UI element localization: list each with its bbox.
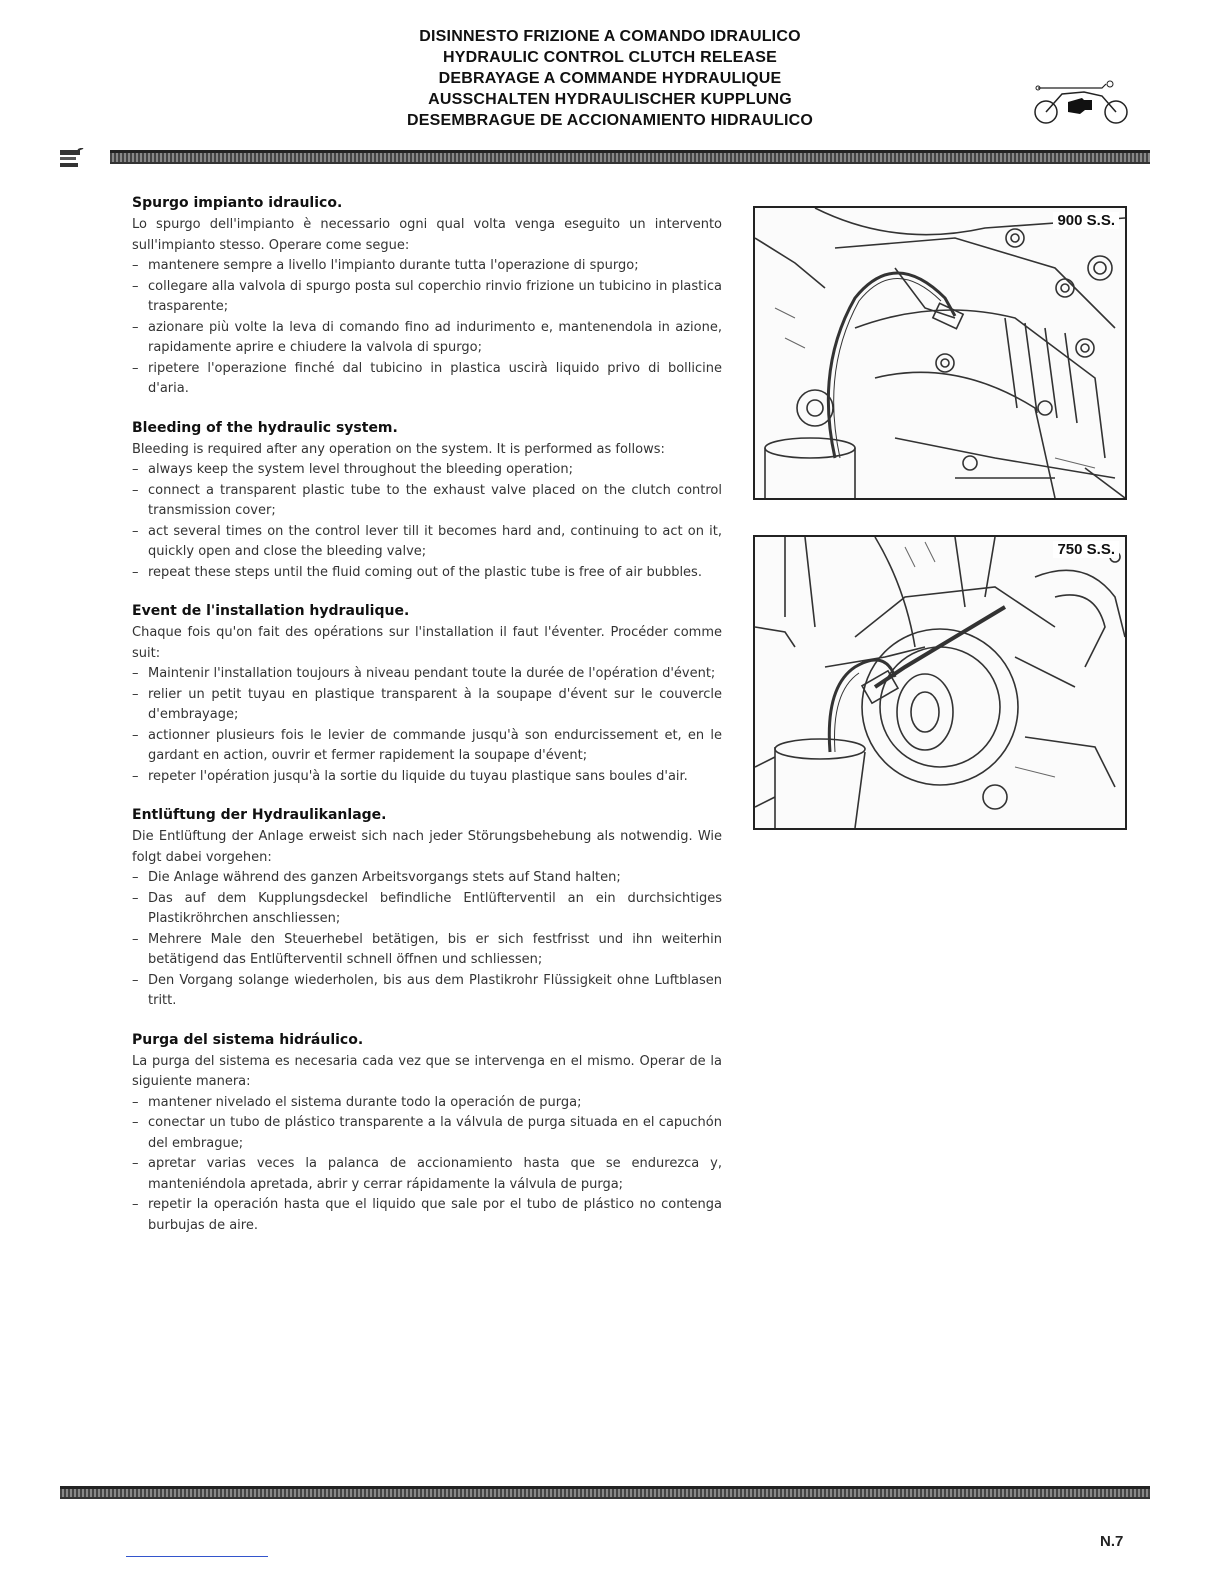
list-item: – repetir la operación hasta que el liquido que sale por el tubo de plástico no contenga burbujas de aire. [132, 1197, 722, 1233]
section-title: Bleeding of the hydraulic system. [132, 419, 398, 436]
step-list [132, 1093, 722, 1237]
title-spanish: DESEMBRAGUE DE ACCIONAMIENTO HIDRAULICO [406, 112, 814, 129]
list-item: – relier un petit tuyau en plastique transparent à la soupape d'évent sur le couvercle d'embrayage; [132, 686, 722, 722]
section-title: Spurgo impianto idraulico. [132, 195, 343, 211]
section-intro: Lo spurgo dell'impianto è necessario ogni qual volta venga eseguito un intervento sull'impianto stesso. Operare come segue: [132, 217, 722, 253]
list-item: – Das auf dem Kupplungsdeckel befindliche Entlüfterventil an ein durchsichtiges Plastikröhrchen anschliessen; [132, 890, 722, 926]
section-german [132, 805, 722, 1012]
list-item: – Maintenir l'installation toujours à niveau pendant toute la durée de l'opération d'évent; [132, 666, 716, 681]
list-item: – repeat these steps until the fluid coming out of the plastic tube is free of air bubbles. [132, 564, 702, 580]
motorcycle-icon [1032, 78, 1134, 128]
section-intro: La purga del sistema es necesaria cada vez que se intervenga en el mismo. Operar de la siguiente manera: [132, 1053, 722, 1089]
list-item: – always keep the system level throughout the bleeding operation; [132, 462, 573, 477]
list-item: – repeter l'opération jusqu'à la sortie du liquide du tuyau plastique sans boules d'air. [132, 768, 688, 784]
main-content [132, 193, 722, 1254]
list-item: – ripetere l'operazione finché dal tubicino in plastica uscirà liquido privo di bollicine d'aria. [132, 360, 722, 396]
margin-mark-icon [58, 148, 84, 172]
list-item: – azionare più volte la leva di comando fino ad indurimento e, mantenendola in azione, rapidamente aprire e chiudere la valvola di spurgo; [132, 319, 722, 355]
header-divider [110, 150, 1150, 164]
step-list [132, 256, 722, 400]
title-french: DEBRAYAGE A COMMANDE HYDRAULIQUE [438, 70, 782, 87]
list-item: – mantenere sempre a livello l'impianto durante tutta l'operazione di spurgo; [132, 258, 639, 273]
list-item: – Die Anlage während des ganzen Arbeitsvorgangs stets auf Stand halten; [132, 870, 621, 885]
list-item: – act several times on the control lever till it becomes hard and, continuing to act on it, quickly open and close the bleeding valve; [132, 523, 722, 559]
section-title: Purga del sistema hidráulico. [132, 1031, 364, 1048]
footer-link-line [126, 1556, 268, 1557]
step-list [132, 664, 722, 787]
title-german: AUSSCHALTEN HYDRAULISCHER KUPPLUNG [428, 91, 792, 108]
section-intro: Die Entlüftung der Anlage erweist sich nach jeder Störungsbehebung als notwendig. Wie folgt dabei vorgehen: [132, 829, 722, 865]
title-english: HYDRAULIC CONTROL CLUTCH RELEASE [442, 49, 778, 66]
page-header [300, 26, 920, 131]
engine-illustration-750ss [755, 537, 1125, 828]
section-italian [132, 193, 722, 400]
list-item: – conectar un tubo de plástico transparente a la válvula de purga situada en el capuchón del embrague; [132, 1115, 722, 1151]
engine-illustration-900ss [755, 208, 1125, 498]
section-french [132, 601, 722, 787]
section-intro: Chaque fois qu'on fait des opérations sur l'installation il faut l'éventer. Procéder comme suit: [132, 625, 722, 661]
figure-750ss [753, 535, 1127, 830]
step-list [132, 868, 722, 1012]
list-item: – actionner plusieurs fois le levier de commande jusqu'à son endurcissement et, en le gardant en action, ouvrir et fermer rapidement la soupape d'évent; [132, 727, 722, 763]
page-number: N.7 [1100, 1533, 1124, 1550]
section-english [132, 418, 722, 584]
section-title: Entlüftung der Hydraulikanlage. [132, 807, 387, 823]
section-spanish [132, 1030, 722, 1237]
list-item: – connect a transparent plastic tube to the exhaust valve placed on the clutch control transmission cover; [132, 482, 722, 518]
figure-label: 900 S.S. [1053, 212, 1119, 229]
list-item: – apretar varias veces la palanca de accionamiento hasta que se endurezca y, manteniéndola apretada, abrir y cerrar rápidamente la válvula de purga; [132, 1156, 722, 1192]
section-title: Event de l'installation hydraulique. [132, 603, 410, 619]
list-item: – collegare alla valvola di spurgo posta sul coperchio rinvio frizione un tubicino in plastica trasparente; [132, 278, 722, 314]
figure-label: 750 S.S. [1053, 541, 1119, 558]
title-italian: DISINNESTO FRIZIONE A COMANDO IDRAULICO [419, 28, 801, 45]
figure-900ss [753, 206, 1127, 500]
step-list [132, 460, 722, 583]
section-intro: Bleeding is required after any operation on the system. It is performed as follows: [132, 441, 665, 457]
list-item: – Mehrere Male den Steuerhebel betätigen, bis er sich festfrisst und ihn weiterhin betätigend das Entlüfterventil schnell öffnen und schliessen; [132, 931, 722, 967]
footer-divider [60, 1486, 1150, 1499]
list-item: – mantener nivelado el sistema durante todo la operación de purga; [132, 1094, 582, 1110]
list-item: – Den Vorgang solange wiederholen, bis aus dem Plastikrohr Flüssigkeit ohne Luftblasen tritt. [132, 972, 722, 1008]
